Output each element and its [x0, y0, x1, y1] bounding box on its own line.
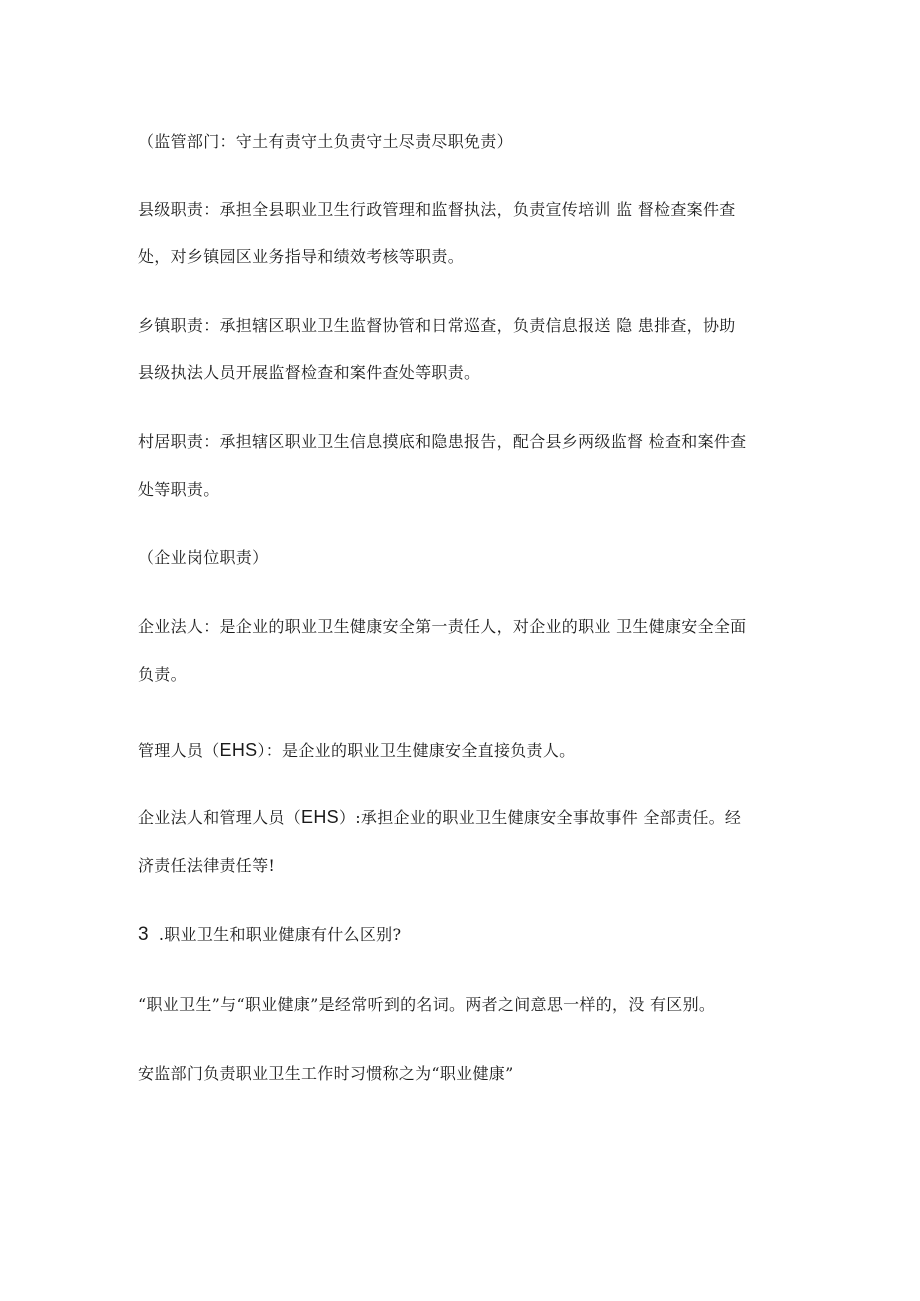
ehs-code: EHS: [219, 740, 258, 760]
county-duty-line-2: 处，对乡镇园区业务指导和绩效考核等职责。: [138, 247, 465, 266]
joint-responsibility-line-1: 企业法人和管理人员（EHS）:承担企业的职业卫生健康安全事故事件 全部责任。经: [138, 807, 742, 827]
township-duty-line-1: 乡镇职责：承担辖区职业卫生监督协管和日常巡查，负责信息报送 隐 患排查，协助: [138, 316, 736, 335]
answer-line-1: “职业卫生”与“职业健康”是经常听到的名词。两者之间意思一样的，没 有区别。: [138, 995, 716, 1014]
question-heading: 3 .职业卫生和职业健康有什么区别?: [138, 924, 402, 945]
ehs-code: EHS: [301, 807, 339, 827]
supervision-heading: （监管部门：守土有责守土负责守土尽责尽职免责）: [138, 132, 513, 151]
village-duty-line-2: 处等职责。: [138, 480, 220, 499]
legal-person-line-2: 负责。: [138, 665, 187, 684]
ehs-manager-line: 管理人员（EHS）：是企业的职业卫生健康安全直接负责人。: [138, 740, 576, 760]
village-duty-line-1: 村居职责：承担辖区职业卫生信息摸底和隐患报告，配合县乡两级监督 检查和案件查: [138, 432, 747, 451]
county-duty-line-1: 县级职责：承担全县职业卫生行政管理和监督执法，负责宣传培训 监 督检查案件查: [138, 200, 736, 219]
legal-person-line-1: 企业法人：是企业的职业卫生健康安全第一责任人，对企业的职业 卫生健康安全全面: [138, 617, 747, 636]
joint-responsibility-line-2: 济责任法律责任等!: [138, 856, 276, 875]
township-duty-line-2: 县级执法人员开展监督检查和案件查处等职责。: [138, 363, 481, 382]
answer-line-2: 安监部门负责职业卫生工作时习惯称之为“职业健康”: [138, 1064, 514, 1083]
question-number: 3: [138, 924, 149, 945]
enterprise-heading: （企业岗位职责）: [138, 548, 269, 567]
